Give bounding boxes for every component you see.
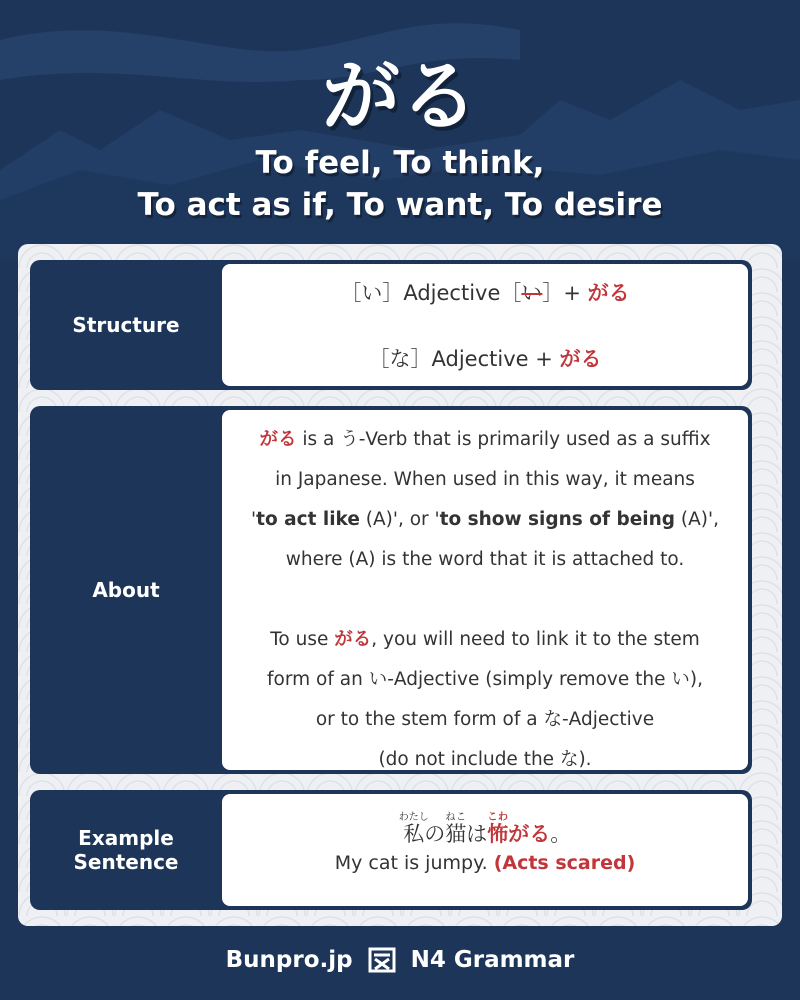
grammar-title: がる: [321, 52, 478, 142]
about-fragment: (A)',: [675, 509, 719, 530]
about-line: [222, 500, 748, 540]
footer: [0, 940, 800, 980]
about-line: form of an い-Adjective (simply remove the い),: [267, 669, 703, 690]
about-card: [222, 410, 748, 770]
structure-line-i-adjective: [222, 278, 748, 308]
furigana-word-highlight: [487, 812, 509, 846]
structure-section: [30, 260, 752, 390]
about-line: where (A) is the word that it is attached to.: [285, 549, 685, 570]
paragraph-gap: [222, 580, 748, 620]
example-label: [30, 790, 222, 910]
grammar-highlight: がる: [259, 429, 297, 450]
bunpro-logo-icon: [367, 945, 397, 975]
example-card: [222, 794, 748, 906]
translation-highlight: (Acts scared): [493, 852, 636, 874]
about-fragment: (A)', or ': [359, 509, 440, 530]
site-name: Bunpro.jp: [225, 947, 353, 973]
grammar-highlight: がる: [508, 822, 551, 846]
punctuation: 。: [550, 822, 572, 846]
about-fragment: , you will need to link it to the stem: [371, 629, 700, 650]
translation-text: My cat is jumpy.: [334, 852, 494, 874]
removed-i: い: [521, 281, 543, 305]
structure-text: ］+: [542, 281, 588, 305]
furigana: ねこ: [445, 812, 467, 823]
kanji: 怖: [487, 822, 509, 846]
about-fragment: To use: [270, 629, 335, 650]
example-label-line-1: Example: [78, 826, 174, 850]
about-fragment: is a う-Verb that is primarily used as a suffix: [296, 429, 711, 450]
kana: の: [424, 822, 446, 846]
kanji: 猫: [445, 822, 467, 846]
about-bold: to act like: [256, 509, 360, 530]
kana: は: [466, 822, 488, 846]
about-line: [222, 420, 748, 460]
example-content: [222, 812, 748, 877]
example-section: [30, 790, 752, 910]
about-text: [222, 420, 748, 780]
structure-text: ［な］Adjective +: [368, 347, 560, 371]
about-line: or to the stem form of a な-Adjective: [315, 709, 655, 730]
example-label-line-2: Sentence: [73, 850, 179, 874]
about-bold: to show signs of being: [439, 509, 676, 530]
furigana: こわ: [487, 812, 509, 823]
furigana: わたし: [398, 812, 429, 823]
meaning-line-2: To act as if, To want, To desire: [137, 187, 663, 223]
about-label: About: [92, 578, 160, 602]
about-line: in Japanese. When used in this way, it means: [275, 469, 695, 490]
furigana-word: [445, 812, 467, 846]
about-line: [222, 620, 748, 660]
about-section: [30, 406, 752, 774]
about-line: (do not include the な).: [378, 749, 592, 770]
grammar-meaning: [0, 142, 800, 226]
furigana-word: [398, 812, 429, 846]
example-english: [222, 849, 748, 877]
grammar-highlight: がる: [559, 347, 602, 371]
structure-label: Structure: [72, 313, 180, 337]
structure-text: ［い］Adjective［: [340, 281, 522, 305]
structure-line-na-adjective: [222, 344, 748, 374]
jlpt-level: N4 Grammar: [410, 947, 575, 973]
about-fragment: ': [251, 509, 257, 530]
kanji: 私: [398, 822, 429, 846]
grammar-highlight: がる: [334, 629, 372, 650]
structure-card: [222, 264, 748, 386]
meaning-line-1: To feel, To think,: [255, 145, 545, 181]
example-japanese: [222, 812, 748, 847]
grammar-highlight: がる: [587, 281, 630, 305]
